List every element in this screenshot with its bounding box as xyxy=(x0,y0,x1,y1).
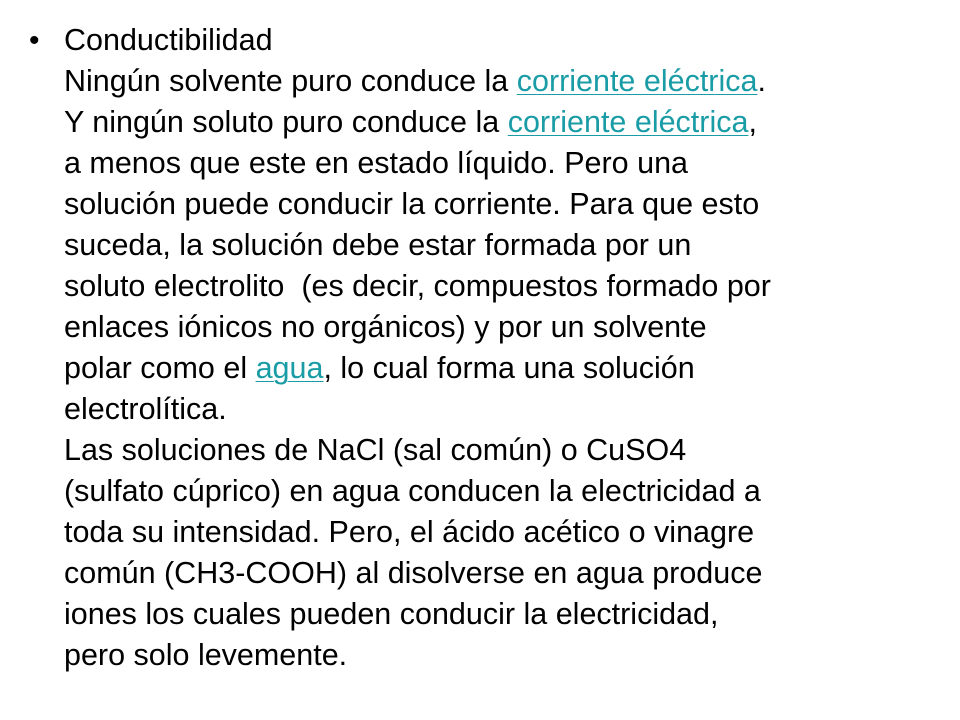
text-segment: , lo cual forma una solución xyxy=(323,351,695,385)
text-line xyxy=(64,307,945,348)
text-segment: solución puede conducir la corriente. Para que esto xyxy=(64,187,760,221)
text-line xyxy=(64,635,945,676)
text-segment: polar como el xyxy=(64,351,256,385)
text-segment: común (CH3-COOH) al disolverse en agua produce xyxy=(64,556,763,590)
text-line xyxy=(64,553,945,594)
bullet-text-block xyxy=(25,20,945,676)
text-line xyxy=(64,512,945,553)
slide-title: Conductibilidad xyxy=(64,23,273,57)
text-line xyxy=(64,143,945,184)
text-segment: electrolítica. xyxy=(64,392,227,426)
text-line xyxy=(64,430,945,471)
text-line xyxy=(64,102,945,143)
hyperlink[interactable]: corriente eléctrica xyxy=(507,105,749,139)
text-segment: toda su intensidad. Pero, el ácido acético o vinagre xyxy=(64,515,755,549)
text-line xyxy=(64,389,945,430)
hyperlink[interactable]: agua xyxy=(255,351,324,385)
text-segment: pero solo levemente. xyxy=(64,638,348,672)
text-line xyxy=(64,61,945,102)
text-segment: Ningún solvente puro conduce la xyxy=(64,64,517,98)
text-line xyxy=(64,184,945,225)
hyperlink[interactable]: corriente eléctrica xyxy=(516,64,758,98)
text-segment: iones los cuales pueden conducir la electricidad, xyxy=(64,597,719,631)
text-segment: . xyxy=(757,64,766,98)
paragraph xyxy=(25,61,945,676)
text-segment: soluto electrolito (es decir, compuestos formado por xyxy=(64,269,771,303)
text-segment: , xyxy=(748,105,757,139)
text-line xyxy=(64,266,945,307)
text-segment: suceda, la solución debe estar formada por un xyxy=(64,228,692,262)
text-segment: Las soluciones de NaCl (sal común) o CuSO4 xyxy=(64,433,687,467)
text-segment: Y ningún soluto puro conduce la xyxy=(64,105,508,139)
text-line xyxy=(64,471,945,512)
text-line xyxy=(64,225,945,266)
text-segment: a menos que este en estado líquido. Pero una xyxy=(64,146,688,180)
text-line xyxy=(64,348,945,389)
text-segment: enlaces iónicos no orgánicos) y por un solvente xyxy=(64,310,707,344)
text-line xyxy=(64,594,945,635)
bullet-icon: • xyxy=(29,24,40,57)
text-segment: (sulfato cúprico) en agua conducen la electricidad a xyxy=(64,474,761,508)
